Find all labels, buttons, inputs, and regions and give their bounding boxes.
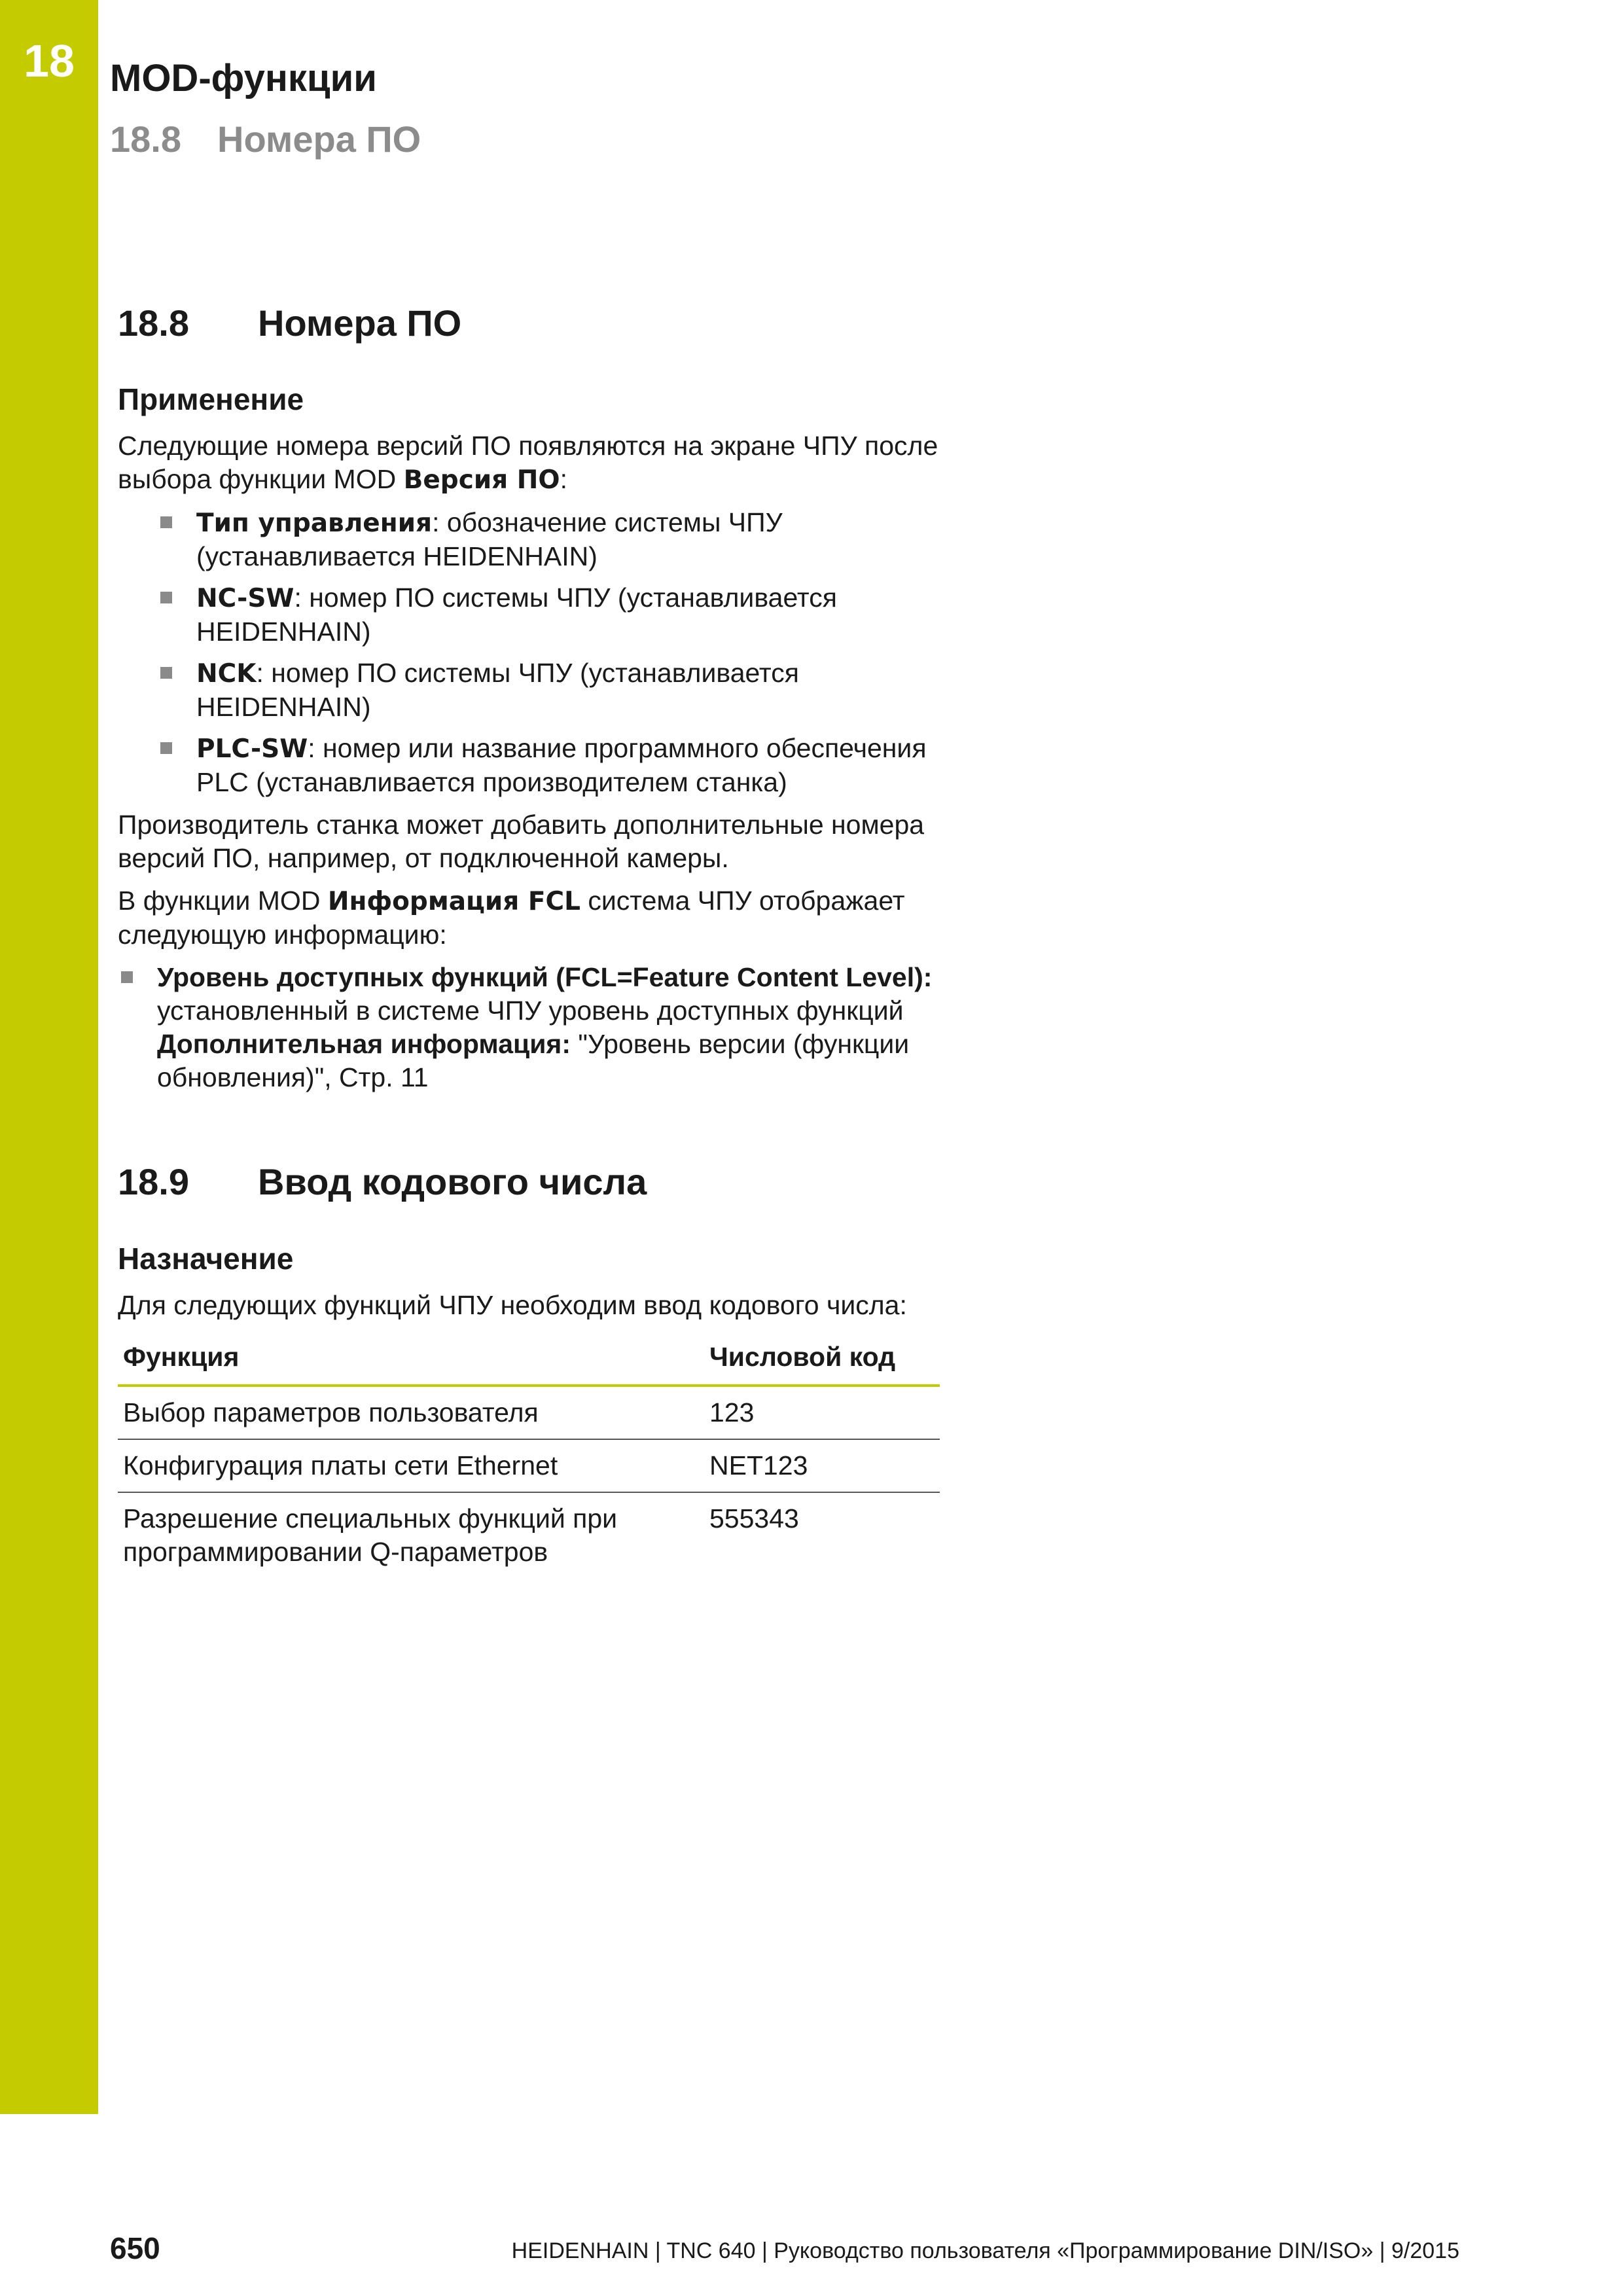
section-heading bbox=[118, 301, 949, 345]
table-header-code: Числовой код bbox=[704, 1331, 940, 1386]
intro-text: Следующие номера версий ПО появляются на экране ЧПУ после выбора функции MOD bbox=[118, 431, 938, 495]
table-cell-code: 123 bbox=[704, 1386, 940, 1439]
list-item bbox=[196, 506, 949, 573]
intro-paragraph bbox=[118, 429, 949, 497]
subheading-application: Применение bbox=[118, 382, 304, 417]
table-header-row bbox=[118, 1331, 940, 1386]
table-row bbox=[118, 1386, 940, 1439]
subheading-purpose: Назначение bbox=[118, 1241, 294, 1276]
fcl-text-end: система ЧПУ отображает следующую информацию: bbox=[118, 886, 905, 950]
intro-bold-term: Версия ПО bbox=[403, 465, 560, 495]
fcl-list bbox=[118, 961, 949, 1094]
section-number: 18.8 bbox=[118, 302, 189, 344]
table-cell-code: NET123 bbox=[704, 1439, 940, 1492]
list-item bbox=[157, 961, 949, 1094]
table-cell-code: 555343 bbox=[709, 1503, 799, 1534]
list-item bbox=[196, 732, 949, 799]
manufacturer-paragraph: Производитель станка может добавить дополнительные номера версий ПО, например, от подключенной камеры. bbox=[118, 810, 925, 874]
list-item-text: : номер или название программного обеспечения PLC (устанавливается производителем станка) bbox=[196, 733, 927, 798]
chapter-number: 18 bbox=[24, 35, 75, 86]
list-item-term: Тип управления bbox=[196, 509, 433, 539]
table-cell-function: Разрешение специальных функций при программировании Q-параметров bbox=[123, 1503, 618, 1567]
section-number: 18.9 bbox=[118, 1161, 189, 1203]
list-item-term: NC-SW bbox=[196, 584, 294, 614]
section-title: Ввод кодового числа bbox=[258, 1161, 647, 1203]
intro-end: : bbox=[560, 464, 567, 495]
chapter-title: MOD-функции bbox=[110, 57, 377, 99]
code-intro-paragraph: Для следующих функций ЧПУ необходим ввод кодового числа: bbox=[118, 1289, 907, 1320]
section-title: Номера ПО bbox=[258, 302, 462, 344]
list-item-text: : обозначение системы ЧПУ (устанавливается HEIDENHAIN) bbox=[196, 507, 783, 572]
table-row bbox=[118, 1492, 940, 1578]
table-cell-function: Конфигурация платы сети Ethernet bbox=[118, 1439, 704, 1492]
fcl-text-start: В функции MOD bbox=[118, 886, 328, 916]
section-heading bbox=[118, 1160, 949, 1204]
fcl-item-text: установленный в системе ЧПУ уровень доступных функций bbox=[157, 996, 904, 1026]
table-header-function: Функция bbox=[118, 1331, 704, 1386]
list-item-text: : номер ПО системы ЧПУ (устанавливается HEIDENHAIN) bbox=[196, 658, 799, 723]
fcl-paragraph bbox=[118, 884, 949, 952]
version-list bbox=[118, 506, 949, 799]
running-section-number: 18.8 bbox=[110, 118, 181, 160]
page-number: 650 bbox=[110, 2231, 160, 2265]
list-item bbox=[196, 581, 949, 649]
table-cell-function: Выбор параметров пользователя bbox=[118, 1386, 704, 1439]
code-table bbox=[118, 1331, 940, 1578]
list-item-term: NCK bbox=[196, 659, 257, 689]
list-item-text: : номер ПО системы ЧПУ (устанавливается HEIDENHAIN) bbox=[196, 583, 837, 647]
more-info-label: Дополнительная информация: bbox=[157, 1029, 571, 1060]
more-info-link[interactable]: "Уровень версии (функции обновления)", Стр. 11 bbox=[157, 1029, 910, 1093]
table-row bbox=[118, 1439, 940, 1492]
footer-text: HEIDENHAIN | TNC 640 | Руководство пользователя «Программирование DIN/ISO» | 9/2015 bbox=[511, 2238, 1459, 2263]
running-section-title: Номера ПО bbox=[217, 118, 421, 160]
list-item-term: PLC-SW bbox=[196, 734, 308, 764]
fcl-bold-term: Информация FCL bbox=[327, 887, 580, 917]
list-item bbox=[196, 656, 949, 724]
fcl-item-term: Уровень доступных функций (FCL=Feature Content Level): bbox=[157, 962, 933, 993]
chapter-sidebar bbox=[0, 0, 98, 2114]
page-content bbox=[118, 301, 949, 1578]
running-section-header bbox=[110, 119, 421, 160]
